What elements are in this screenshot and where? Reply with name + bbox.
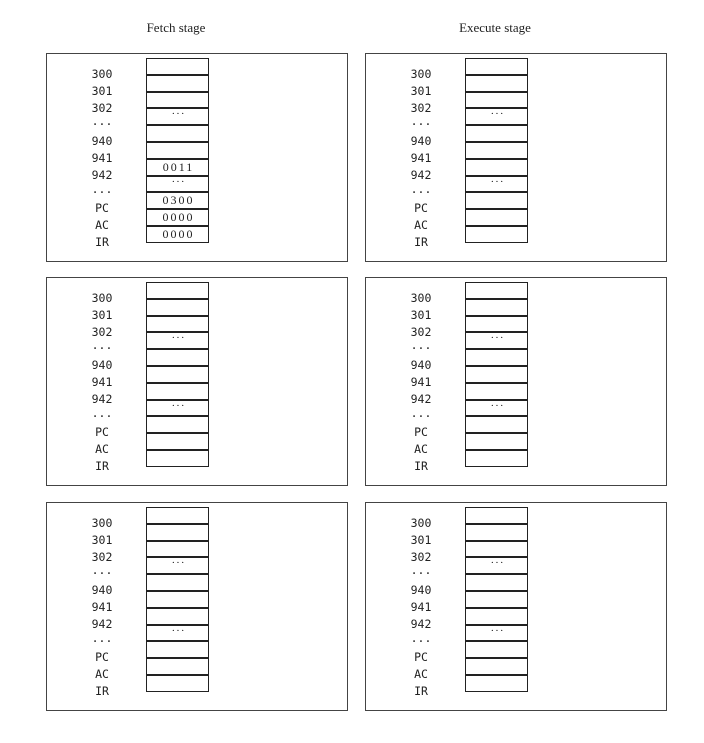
row-label: 301 (410, 307, 432, 322)
row-label: 941 (410, 375, 432, 389)
row-label: PC (95, 425, 109, 440)
row-label: 302 (410, 549, 432, 564)
row-label: IR (414, 235, 428, 249)
row-label: 301 (91, 83, 113, 98)
row-label: 942 (91, 167, 113, 182)
memory-cell (146, 92, 209, 109)
memory-cell (465, 450, 528, 467)
memory-cell (465, 507, 528, 524)
memory-cell (146, 541, 209, 558)
row-label: AC (95, 442, 109, 457)
row-label: IR (414, 684, 428, 698)
row-label: 302 (91, 100, 113, 115)
memory-cell (465, 658, 528, 675)
row-label: 942 (410, 391, 432, 406)
row-label: ··· (91, 117, 113, 132)
memory-cell (465, 641, 528, 658)
memory-cell (146, 524, 209, 541)
row-label: IR (95, 459, 109, 473)
memory-cell: ··· (146, 176, 209, 193)
row-label: 300 (91, 67, 113, 81)
memory-cell (465, 383, 528, 400)
row-label: PC (414, 201, 428, 216)
memory-cell (465, 416, 528, 433)
memory-cell (465, 192, 528, 209)
memory-cell: ··· (146, 332, 209, 349)
memory-cell: 0300 (146, 192, 209, 209)
memory-cell (146, 383, 209, 400)
memory-cell (146, 299, 209, 316)
row-label: 941 (91, 151, 113, 165)
row-label: ··· (410, 117, 432, 132)
memory-cell: 0000 (146, 209, 209, 226)
fetch-stage-title: Fetch stage (146, 20, 206, 35)
row-label: ··· (91, 341, 113, 356)
memory-cell (465, 366, 528, 383)
memory-cell: ··· (146, 400, 209, 417)
row-label: AC (95, 667, 109, 682)
row-label: 300 (91, 291, 113, 305)
memory-cell: 0011 (146, 159, 209, 176)
memory-cell (465, 125, 528, 142)
row-label: 941 (91, 375, 113, 389)
memory-cell (146, 507, 209, 524)
row-label: 940 (91, 358, 113, 373)
memory-cell (465, 675, 528, 692)
row-label: 300 (410, 67, 432, 81)
row-label: AC (414, 442, 428, 457)
memory-cell (465, 159, 528, 176)
row-label: PC (414, 650, 428, 665)
memory-cell (146, 366, 209, 383)
row-label: 941 (91, 600, 113, 614)
row-label: 301 (91, 532, 113, 547)
memory-cell: ··· (465, 400, 528, 417)
memory-cell (465, 226, 528, 243)
memory-cell (465, 58, 528, 75)
memory-cell (146, 416, 209, 433)
execute-panel-3 (365, 502, 667, 711)
memory-cell: 0000 (146, 226, 209, 243)
memory-cell (465, 574, 528, 591)
row-label: ··· (410, 408, 432, 423)
memory-cell (465, 608, 528, 625)
row-label: 302 (91, 324, 113, 339)
fetch-panel-2 (46, 277, 348, 486)
memory-cell (146, 282, 209, 299)
row-label: PC (414, 425, 428, 440)
row-label: ··· (91, 566, 113, 581)
memory-cell (465, 142, 528, 159)
memory-cell: ··· (465, 625, 528, 642)
row-label: 940 (410, 358, 432, 373)
memory-cell (146, 591, 209, 608)
memory-cell (465, 349, 528, 366)
row-label: AC (414, 218, 428, 233)
row-label: ··· (410, 184, 432, 199)
row-label: 940 (91, 583, 113, 598)
row-label: ··· (91, 184, 113, 199)
memory-cell (465, 92, 528, 109)
memory-cell (146, 316, 209, 333)
row-label: 300 (410, 516, 432, 530)
row-label: 941 (410, 151, 432, 165)
execute-stage-title: Execute stage (459, 20, 531, 35)
memory-cell: ··· (465, 557, 528, 574)
row-label: ··· (410, 566, 432, 581)
row-label: 940 (91, 134, 113, 149)
memory-cell (146, 142, 209, 159)
row-label: PC (95, 201, 109, 216)
memory-cell (465, 282, 528, 299)
row-label: PC (95, 650, 109, 665)
row-label: ··· (91, 633, 113, 648)
memory-cell (146, 574, 209, 591)
row-label: 942 (410, 167, 432, 182)
execute-panel-2 (365, 277, 667, 486)
row-label: 300 (410, 291, 432, 305)
row-label: 301 (410, 83, 432, 98)
row-label: 300 (91, 516, 113, 530)
row-label: 301 (91, 307, 113, 322)
memory-cell (465, 209, 528, 226)
row-label: 302 (410, 324, 432, 339)
row-label: IR (95, 684, 109, 698)
row-label: 301 (410, 532, 432, 547)
memory-cell (146, 125, 209, 142)
row-label: 940 (410, 134, 432, 149)
row-label: AC (414, 667, 428, 682)
fetch-panel-1 (46, 53, 348, 262)
memory-cell: ··· (465, 176, 528, 193)
memory-cell (465, 299, 528, 316)
memory-cell (465, 75, 528, 92)
memory-cell: ··· (146, 108, 209, 125)
row-label: 942 (91, 616, 113, 631)
execute-panel-1 (365, 53, 667, 262)
fetch-panel-3 (46, 502, 348, 711)
row-label: ··· (91, 408, 113, 423)
memory-cell (146, 608, 209, 625)
memory-cell (146, 450, 209, 467)
memory-cell (146, 433, 209, 450)
memory-cell (146, 675, 209, 692)
row-label: AC (95, 218, 109, 233)
memory-cell (465, 524, 528, 541)
memory-cell (465, 316, 528, 333)
row-label: 942 (410, 616, 432, 631)
memory-cell (465, 591, 528, 608)
row-label: 302 (410, 100, 432, 115)
memory-cell: ··· (146, 557, 209, 574)
memory-cell: ··· (146, 625, 209, 642)
memory-cell (146, 658, 209, 675)
memory-cell (146, 641, 209, 658)
memory-cell (146, 75, 209, 92)
row-label: ··· (410, 633, 432, 648)
memory-cell (465, 541, 528, 558)
row-label: ··· (410, 341, 432, 356)
row-label: 941 (410, 600, 432, 614)
row-label: IR (414, 459, 428, 473)
row-label: 302 (91, 549, 113, 564)
memory-cell: ··· (465, 108, 528, 125)
row-label: 940 (410, 583, 432, 598)
memory-cell (146, 58, 209, 75)
memory-cell (146, 349, 209, 366)
memory-cell (465, 433, 528, 450)
row-label: 942 (91, 391, 113, 406)
row-label: IR (95, 235, 109, 249)
memory-cell: ··· (465, 332, 528, 349)
